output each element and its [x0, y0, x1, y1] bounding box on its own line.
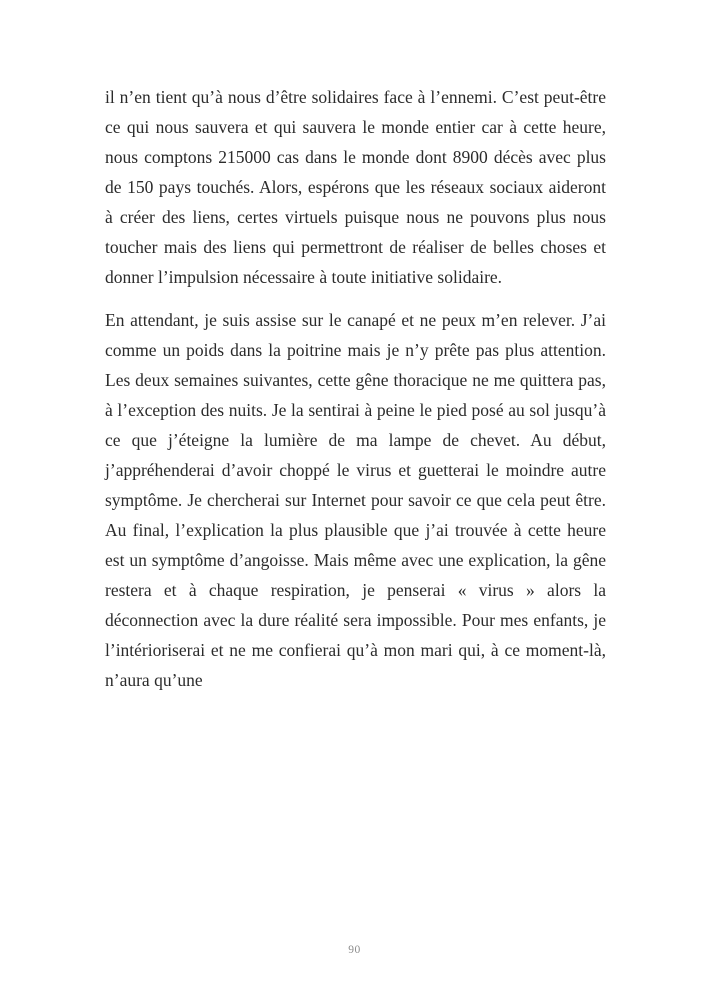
- paragraph-1: il n’en tient qu’à nous d’être solidaires face à l’ennemi. C’est peut-être ce qui nous sauvera et qui sauvera le monde entier car à cette heure, nous comptons 215000 cas dans le monde dont 8900 décès avec plus de 150 pays touchés. Alors, espérons que les réseaux sociaux aideront à créer des liens, certes virtuels puisque nous ne pouvons plus nous toucher mais des liens qui permettront de réaliser de belles choses et donner l’impulsion nécessaire à toute initiative solidaire.: [105, 87, 606, 287]
- page-number: 90: [348, 944, 361, 956]
- body-text: [105, 82, 606, 708]
- paragraph-2: En attendant, je suis assise sur le canapé et ne peux m’en relever. J’ai comme un poids dans la poitrine mais je n’y prête pas plus attention. Les deux semaines suivantes, cette gêne thoracique ne me quittera pas, à l’exception des nuits. Je la sentirai à peine le pied posé au sol jusqu’à ce que j’éteigne la lumière de ma lampe de chevet. Au début, j’appréhenderai d’avoir choppé le virus et guetterai le moindre autre symptôme. Je chercherai sur Internet pour savoir ce que cela peut être. Au final, l’explication la plus plausible que j’ai trouvée à cette heure est un symptôme d’angoisse. Mais même avec une explication, la gêne restera et à chaque respiration, je penserai « virus » alors la déconnection avec la dure réalité sera impossible. Pour mes enfants, je l’intérioriserai et ne me confierai qu’à mon mari qui, à ce moment-là, n’aura qu’une: [105, 310, 606, 690]
